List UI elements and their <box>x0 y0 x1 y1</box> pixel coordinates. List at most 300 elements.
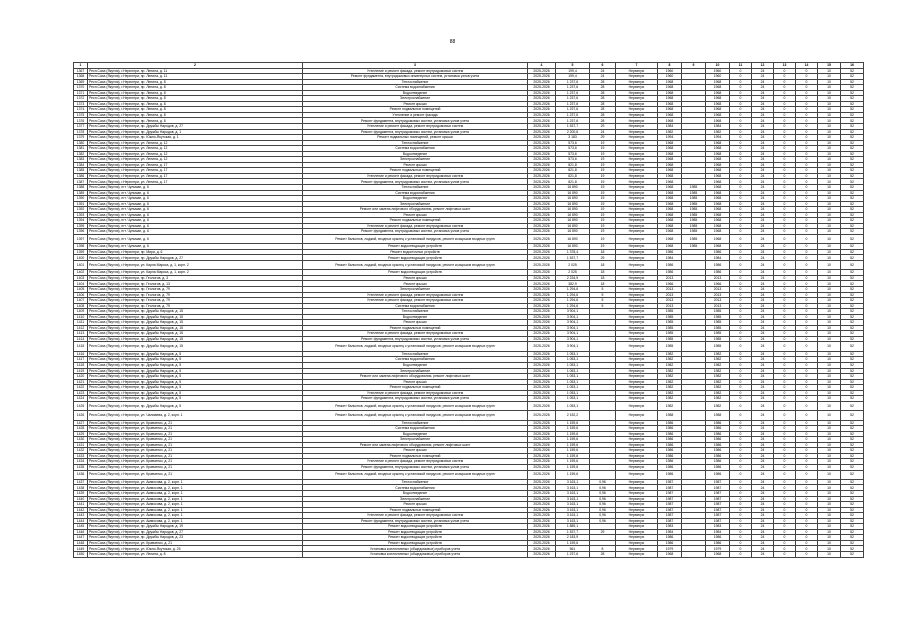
table-cell: 10 <box>818 234 841 243</box>
table-cell: 1968 <box>658 218 682 224</box>
table-cell: 1968 <box>706 162 730 168</box>
table-cell: 2025-2026 <box>528 287 556 293</box>
table-cell: 1367 <box>74 68 88 74</box>
table-cell: 0 <box>796 357 818 363</box>
table-cell: 10 <box>818 420 841 426</box>
table-cell: 24 <box>752 260 774 269</box>
table-cell: Водоотведение <box>303 431 528 437</box>
table-cell: 1407 <box>74 298 88 304</box>
table-cell: 52 <box>841 437 864 443</box>
table-cell: Нерюнгри <box>616 325 658 331</box>
table-cell: 2025-2026 <box>528 74 556 80</box>
table-cell: 3 904,1 <box>556 314 590 320</box>
table-cell: 52 <box>841 426 864 432</box>
table-cell: 1 294,6 <box>556 292 590 298</box>
table-cell: 0 <box>774 124 796 130</box>
table-cell: Нерюнгри <box>616 79 658 85</box>
table-cell: 29 <box>590 529 616 535</box>
table-cell: 1968 <box>706 229 730 235</box>
table-cell: Респ.Саха (Якутия), г.Нерюнгри, пр. Геологов, д. 79 <box>88 287 303 293</box>
table-cell: 24 <box>752 292 774 298</box>
table-cell: 10 <box>818 331 841 337</box>
table-cell: Водоотведение <box>303 362 528 368</box>
table-cell: 0 <box>796 190 818 196</box>
table-cell: 1 053,1 <box>556 379 590 385</box>
table-cell: 1433 <box>74 453 88 459</box>
table-cell: Респ.Саха (Якутия), пгт. Чульман, д. 6 <box>88 207 303 213</box>
table-cell: 0 <box>730 385 752 391</box>
table-cell: 1987 <box>658 502 682 508</box>
table-cell: 2025-2026 <box>528 385 556 391</box>
table-cell: 0 <box>796 390 818 396</box>
page-number: 88 <box>449 39 456 45</box>
table-cell: 10 <box>818 135 841 141</box>
table-cell: 0 <box>730 303 752 309</box>
table-cell: 0 <box>796 244 818 250</box>
table-cell: 19 <box>590 218 616 224</box>
table-cell: 24 <box>752 101 774 107</box>
table-cell: Система водоснабжения <box>303 357 528 363</box>
table-cell: 0 <box>796 552 818 558</box>
table-cell: 2025-2026 <box>528 249 556 255</box>
table-cell: 0 <box>774 190 796 196</box>
table-cell: 2025-2026 <box>528 218 556 224</box>
table-cell: 24 <box>752 234 774 243</box>
table-cell: 0 <box>796 524 818 530</box>
table-cell: Респ.Саха (Якутия), г.Нерюнгри, пр. Дружбы Народов, д. 15 <box>88 314 303 320</box>
table-cell: 0 <box>796 201 818 207</box>
table-cell: 1 053,1 <box>556 390 590 396</box>
table-cell: 24 <box>752 513 774 519</box>
table-cell: Нерюнгри <box>616 470 658 479</box>
table-cell: 2025-2026 <box>528 529 556 535</box>
table-cell: 52 <box>841 107 864 113</box>
table-cell: 1 237,6 <box>556 107 590 113</box>
table-cell: 1984 <box>706 255 730 261</box>
table-cell: 0 <box>730 342 752 351</box>
table-cell: 0 <box>730 118 752 124</box>
table-cell: 1 237,6 <box>556 90 590 96</box>
table-cell: 52 <box>841 85 864 91</box>
table-cell: 10 <box>818 385 841 391</box>
table-cell: 19 <box>590 173 616 179</box>
table-cell: 2013 <box>706 298 730 304</box>
table-cell: 24 <box>752 140 774 146</box>
table-cell: Нерюнгри <box>616 173 658 179</box>
table-cell: 561 <box>556 546 590 552</box>
table-cell: 18 <box>590 281 616 287</box>
table-cell: 24 <box>752 255 774 261</box>
table-cell: Нерюнгри <box>616 281 658 287</box>
table-cell: 24 <box>752 368 774 374</box>
column-number: 9 <box>682 63 706 69</box>
table-cell: 10 <box>818 396 841 402</box>
table-cell: 0 <box>796 179 818 185</box>
table-cell: 0 <box>730 552 752 558</box>
table-cell: 10 <box>818 223 841 229</box>
table-cell: 2025-2026 <box>528 107 556 113</box>
table-cell: 5 <box>590 303 616 309</box>
table-cell: 1968 <box>706 168 730 174</box>
table-cell: Нерюнгри <box>616 431 658 437</box>
table-cell: 10 <box>818 320 841 326</box>
table-cell: 1377 <box>74 124 88 130</box>
table-cell: 1 159,6 <box>556 437 590 443</box>
table-cell: 24 <box>752 459 774 465</box>
table-cell: 1984 <box>706 124 730 130</box>
table-cell: 24 <box>752 314 774 320</box>
table-cell: Ремонт крыши <box>303 502 528 508</box>
table-body <box>74 63 864 558</box>
table-cell: 1 237,6 <box>556 112 590 118</box>
table-cell: 0 <box>796 173 818 179</box>
table-cell: Нерюнгри <box>616 479 658 485</box>
table-cell: 52 <box>841 314 864 320</box>
table-cell: 2025-2026 <box>528 552 556 558</box>
table-cell: 10 <box>818 401 841 410</box>
table-cell: 0 <box>730 529 752 535</box>
table-cell: 1985 <box>682 234 706 243</box>
table-cell: 24 <box>752 135 774 141</box>
table-cell: 1986 <box>706 270 730 276</box>
table-cell: 24 <box>752 112 774 118</box>
table-cell: 1968 <box>658 162 682 168</box>
table-cell: 52 <box>841 207 864 213</box>
table-cell: Респ.Саха (Якутия), г.Нерюнгри, ул. Кравченко, д. 21 <box>88 437 303 443</box>
table-cell: 1986 <box>658 437 682 443</box>
table-cell: 52 <box>841 212 864 218</box>
table-cell: 1982 <box>658 368 682 374</box>
table-cell: 0,96 <box>590 518 616 524</box>
table-cell: Респ.Саха (Якутия), пгт. Чульман, д. 6 <box>88 223 303 229</box>
table-cell: 1986 <box>706 442 730 448</box>
column-number: 14 <box>796 63 818 69</box>
table-cell: 2025-2026 <box>528 524 556 530</box>
table-cell: Ремонт крыши <box>303 212 528 218</box>
table-cell: 0 <box>730 507 752 513</box>
table-cell: 2025-2026 <box>528 490 556 496</box>
table-cell: 2025-2026 <box>528 201 556 207</box>
table-cell: Нерюнгри <box>616 379 658 385</box>
table-cell: Респ.Саха (Якутия), г.Нерюнгри, ул. Кравченко, д. 21 <box>88 540 303 546</box>
table-cell: 0 <box>774 426 796 432</box>
table-cell: Нерюнгри <box>616 168 658 174</box>
table-cell: Нерюнгри <box>616 270 658 276</box>
table-cell: Респ.Саха (Якутия), пгт. Чульман, д. 6 <box>88 190 303 196</box>
table-cell: Ремонт подвальных помещений <box>303 507 528 513</box>
table-cell: Респ.Саха (Якутия), г.Нерюнгри, ул. Ленина, д. 17 <box>88 162 303 168</box>
table-cell: 0 <box>774 336 796 342</box>
table-cell: 3 904,1 <box>556 331 590 337</box>
table-cell: 52 <box>841 157 864 163</box>
table-cell: 0 <box>730 79 752 85</box>
table-cell: 0 <box>774 546 796 552</box>
table-cell: 2 152,2 <box>556 411 590 420</box>
table-cell: Электроснабжение <box>303 437 528 443</box>
table-cell: 10 <box>818 535 841 541</box>
column-number: 5 <box>556 63 590 69</box>
table-cell: Нерюнгри <box>616 442 658 448</box>
table-cell: 1968 <box>658 85 682 91</box>
table-cell: 1968 <box>706 112 730 118</box>
table-cell: Электроснабжение <box>303 96 528 102</box>
table-cell: 1968 <box>706 244 730 250</box>
table-cell: Респ.Саха (Якутия), пгт. Чульман, д. 6 <box>88 229 303 235</box>
table-cell: 1986 <box>658 249 682 255</box>
table-cell: 0 <box>796 331 818 337</box>
table-cell: 0 <box>730 453 752 459</box>
table-cell: 0 <box>796 287 818 293</box>
table-cell: 0 <box>796 546 818 552</box>
table-cell: 1369 <box>74 79 88 85</box>
table-cell: 0 <box>774 524 796 530</box>
table-cell: 29 <box>590 124 616 130</box>
table-cell: 1434 <box>74 459 88 465</box>
table-cell: Ремонт подвальных помещений <box>303 453 528 459</box>
table-cell: Респ.Саха (Якутия), г.Нерюнгри, ул. Кравченко, д. 21 <box>88 464 303 470</box>
table-cell: Нерюнгри <box>616 229 658 235</box>
table-cell: 24 <box>752 529 774 535</box>
table-cell: 1406 <box>74 292 88 298</box>
table-cell: Респ.Саха (Якутия), г.Нерюнгри, ул. Кравченко, д. 21 <box>88 470 303 479</box>
table-cell: 1 294,6 <box>556 298 590 304</box>
table-cell: 52 <box>841 379 864 385</box>
table-cell: 10 <box>818 292 841 298</box>
table-cell: 0 <box>796 249 818 255</box>
table-cell: 0 <box>774 535 796 541</box>
table-cell: 2025-2026 <box>528 212 556 218</box>
table-cell: Респ.Саха (Якутия), г.Нерюнгри, пр. Дружбы Народов, д. 19 <box>88 524 303 530</box>
table-cell: 0 <box>730 314 752 320</box>
table-cell: 1396 <box>74 229 88 235</box>
table-cell: 0,96 <box>590 485 616 491</box>
table-cell: Ремонт крыши <box>303 379 528 385</box>
table-cell: 2025-2026 <box>528 303 556 309</box>
table-cell: 1379 <box>74 135 88 141</box>
table-cell: 1435 <box>74 464 88 470</box>
table-cell: 1986 <box>658 260 682 269</box>
table-cell: 28 <box>590 90 616 96</box>
table-cell: 52 <box>841 535 864 541</box>
table-cell: 0 <box>774 201 796 207</box>
table-cell: Респ.Саха (Якутия), г.Нерюнгри, ул. Ленина, д. 12 <box>88 140 303 146</box>
table-cell: 8 <box>590 546 616 552</box>
table-cell: 0 <box>774 442 796 448</box>
table-cell: 2013 <box>706 303 730 309</box>
table-cell: 1982 <box>658 379 682 385</box>
table-cell: 0 <box>796 411 818 420</box>
table-cell: 0 <box>796 151 818 157</box>
table-cell: Нерюнгри <box>616 385 658 391</box>
table-cell: 24 <box>752 229 774 235</box>
table-cell: 3 163,1 <box>556 479 590 485</box>
table-cell: 10 <box>818 411 841 420</box>
table-cell: 0 <box>774 287 796 293</box>
table-cell: 0 <box>774 173 796 179</box>
table-cell: 24 <box>590 68 616 74</box>
table-cell: 0 <box>796 79 818 85</box>
table-cell: 52 <box>841 540 864 546</box>
table-cell: Система водоснабжения <box>303 146 528 152</box>
table-cell: 0 <box>774 79 796 85</box>
table-cell: 573,6 <box>556 157 590 163</box>
table-cell: 52 <box>841 374 864 380</box>
table-cell: 24 <box>752 74 774 80</box>
table-cell: 1968 <box>706 234 730 243</box>
table-cell: 0 <box>796 223 818 229</box>
table-cell: 19 <box>590 185 616 191</box>
table-cell: Респ.Саха (Якутия), пгт. Чульман, д. 6 <box>88 234 303 243</box>
table-cell: 0 <box>774 552 796 558</box>
table-cell: 0 <box>774 490 796 496</box>
table-cell: 1968 <box>706 79 730 85</box>
table-cell: 1968 <box>658 185 682 191</box>
table-cell: 1422 <box>74 385 88 391</box>
table-cell: 2025-2026 <box>528 124 556 130</box>
table-cell: 0 <box>730 96 752 102</box>
table-cell: 2025-2026 <box>528 129 556 135</box>
table-cell: 2025-2026 <box>528 325 556 331</box>
table-cell: 1986 <box>658 453 682 459</box>
table-cell: 19 <box>590 140 616 146</box>
table-cell: 0 <box>774 244 796 250</box>
table-cell: 0 <box>730 85 752 91</box>
table-cell: 52 <box>841 331 864 337</box>
table-cell: 0 <box>796 107 818 113</box>
table-cell: 1400 <box>74 255 88 261</box>
table-cell: Нерюнгри <box>616 179 658 185</box>
table-cell: 2025-2026 <box>528 281 556 287</box>
table-cell: 24 <box>752 411 774 420</box>
table-cell: Электроснабжение <box>303 157 528 163</box>
table-cell: 52 <box>841 218 864 224</box>
table-cell: 2025-2026 <box>528 485 556 491</box>
table-cell: 0 <box>796 309 818 315</box>
table-cell: 0 <box>796 496 818 502</box>
table-cell: 3 163,1 <box>556 513 590 519</box>
table-cell <box>682 470 706 479</box>
table-cell: 52 <box>841 68 864 74</box>
table-cell: 1 159,6 <box>556 470 590 479</box>
table-cell: Ремонт крыши <box>303 101 528 107</box>
table-cell: 1968 <box>706 218 730 224</box>
table-cell: Респ.Саха (Якутия), г.Нерюнгри, ул. Ленина, д. 17 <box>88 168 303 174</box>
table-cell: Ремонт подвальных помещений <box>303 385 528 391</box>
table-cell: 3 904,1 <box>556 342 590 351</box>
table-cell: 2025-2026 <box>528 507 556 513</box>
table-cell: 0 <box>730 185 752 191</box>
table-cell: 0 <box>774 518 796 524</box>
table-cell: 24 <box>752 287 774 293</box>
table-cell: 1983 <box>706 524 730 530</box>
table-cell: 0 <box>774 112 796 118</box>
table-cell: 1 159,6 <box>556 442 590 448</box>
capital-repair-table-sheet <box>73 62 863 558</box>
table-cell: 24 <box>752 374 774 380</box>
table-cell: 3 163,1 <box>556 485 590 491</box>
table-cell: 52 <box>841 336 864 342</box>
table-cell: 0 <box>730 292 752 298</box>
table-cell: 3 163,1 <box>556 507 590 513</box>
table-cell: 16 890 <box>556 201 590 207</box>
table-cell: 0 <box>774 157 796 163</box>
table-cell: 0 <box>730 124 752 130</box>
table-cell: 1968 <box>706 552 730 558</box>
table-cell: 1385 <box>74 168 88 174</box>
table-cell: Респ.Саха (Якутия), пгт. Чульман, д. 6 <box>88 201 303 207</box>
table-cell: 10 <box>818 249 841 255</box>
table-cell: 24 <box>752 275 774 281</box>
table-cell: 10 <box>818 107 841 113</box>
table-cell: 1985 <box>706 320 730 326</box>
table-cell: 1979 <box>706 546 730 552</box>
table-cell: 1968 <box>658 118 682 124</box>
table-cell: 24 <box>752 442 774 448</box>
table-cell: Ремонт водосточных устройств <box>303 249 528 255</box>
table-cell: 0 <box>730 101 752 107</box>
table-cell: 1386 <box>74 173 88 179</box>
table-cell: 52 <box>841 442 864 448</box>
table-cell: 2025-2026 <box>528 374 556 380</box>
table-cell: 52 <box>841 448 864 454</box>
table-cell: 1968 <box>658 196 682 202</box>
table-cell: Нерюнгри <box>616 552 658 558</box>
table-cell: 0,96 <box>590 507 616 513</box>
table-cell: Респ.Саха (Якутия), г.Нерюнгри, пр. Дружбы Народов, д. 5 <box>88 401 303 410</box>
table-cell: 2025-2026 <box>528 173 556 179</box>
table-cell: 1968 <box>658 101 682 107</box>
table-cell: 10 <box>818 101 841 107</box>
table-cell: 1982 <box>658 374 682 380</box>
table-cell: Нерюнгри <box>616 151 658 157</box>
table-cell: 24 <box>752 448 774 454</box>
table-cell: Теплоснабжение <box>303 420 528 426</box>
table-cell: Респ.Саха (Якутия), г.Нерюнгри, ул. Ленина, д. 12 <box>88 151 303 157</box>
table-cell: 1986 <box>658 420 682 426</box>
table-cell: 2025-2026 <box>528 331 556 337</box>
table-cell: 1 053,1 <box>556 374 590 380</box>
table-cell: 1985 <box>682 196 706 202</box>
table-cell: 10 <box>818 168 841 174</box>
table-cell: 28 <box>590 101 616 107</box>
table-cell: 1 159,6 <box>556 426 590 432</box>
table-cell: 0 <box>730 518 752 524</box>
table-cell: 10 <box>818 68 841 74</box>
table-cell: 1987 <box>706 513 730 519</box>
table-cell: 2025-2026 <box>528 342 556 351</box>
table-cell: 1968 <box>658 146 682 152</box>
table-cell: Ремонт балконов, лоджий, входных крылец с установкой пандусов, ремонт козырьков входных групп <box>303 234 528 243</box>
table-cell: 1982 <box>706 129 730 135</box>
table-cell: 10 <box>818 464 841 470</box>
table-cell: 24 <box>752 479 774 485</box>
table-cell: 1 889,1 <box>556 524 590 530</box>
table-cell: 52 <box>841 196 864 202</box>
table-cell: 52 <box>841 325 864 331</box>
table-cell: 1 537,7 <box>556 124 590 130</box>
table-cell: 10 <box>818 374 841 380</box>
table-cell: 0 <box>730 420 752 426</box>
table-cell: Нерюнгри <box>616 342 658 351</box>
table-cell: 52 <box>841 546 864 552</box>
table-cell: 1436 <box>74 470 88 479</box>
table-cell: Нерюнгри <box>616 85 658 91</box>
table-cell: 0 <box>774 362 796 368</box>
table-cell: 16 890 <box>556 207 590 213</box>
table-cell: 24 <box>752 303 774 309</box>
table-cell: 16 890 <box>556 234 590 243</box>
table-cell: 0 <box>796 157 818 163</box>
